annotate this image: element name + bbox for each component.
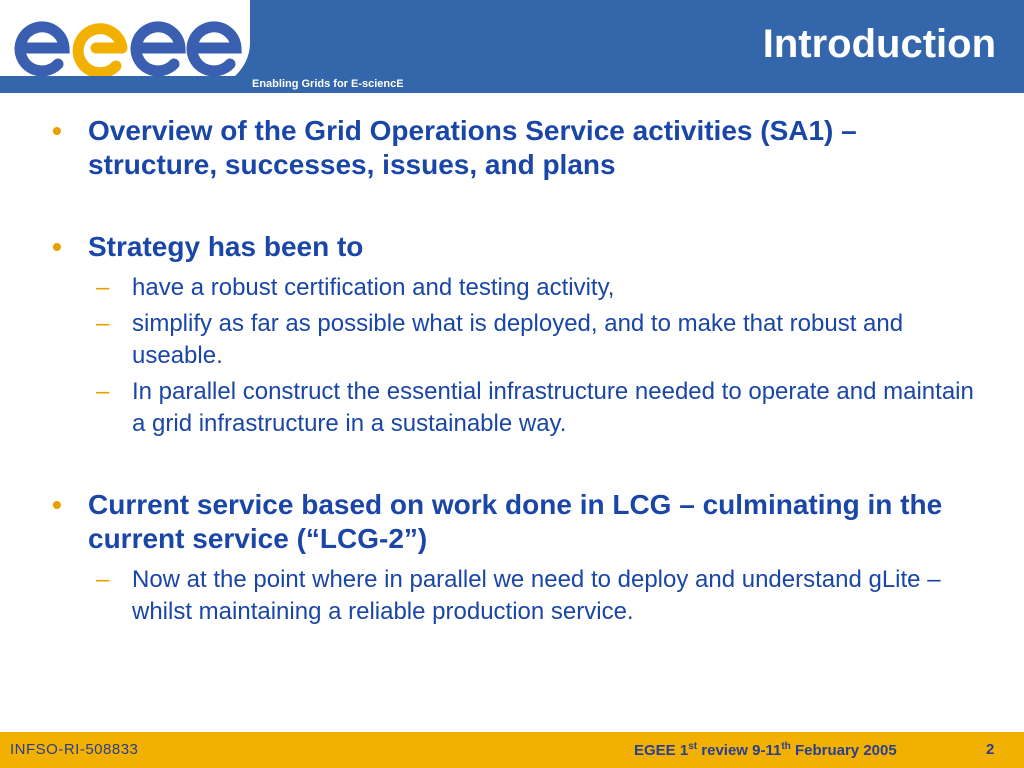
bullet-overview — [44, 114, 984, 182]
dash-mark: – — [96, 310, 110, 337]
sub-bullet — [44, 308, 984, 372]
bullet-mark: • — [52, 489, 62, 520]
sub-bullet-text: Now at the point where in parallel we need to deploy and understand gLite – whilst maintaining a reliable production service. — [132, 566, 941, 625]
sub-bullet — [44, 272, 984, 304]
bullet-mark: • — [52, 231, 62, 262]
event-sup-th: th — [781, 741, 791, 752]
egee-logo — [12, 10, 242, 80]
slide-title: Introduction — [762, 22, 996, 66]
sub-bullet-text: In parallel construct the essential infrastructure needed to operate and maintain a grid infrastructure in a sustainable way. — [132, 378, 974, 437]
project-id: INFSO-RI-508833 — [10, 741, 139, 758]
header-strip — [0, 76, 1024, 93]
dash-mark: – — [96, 566, 110, 593]
tagline: Enabling Grids for E-sciencE — [252, 78, 404, 90]
bullet-strategy — [44, 230, 984, 264]
header-bar — [0, 0, 1024, 93]
sub-bullet — [44, 564, 984, 628]
bullet-mark: • — [52, 115, 62, 146]
logo-text: egee — [12, 10, 15, 11]
bullet-text: Strategy has been to — [88, 231, 364, 262]
sub-bullet-text: simplify as far as possible what is deployed, and to make that robust and useable. — [132, 310, 904, 369]
dash-mark: – — [96, 274, 110, 301]
bullet-current-service — [44, 488, 984, 556]
bullet-text: Overview of the Grid Operations Service activities (SA1) – structure, successes, issues, and plans — [88, 115, 857, 180]
dash-mark: – — [96, 378, 110, 405]
event-suffix: February 2005 — [790, 742, 897, 759]
footer-bar — [0, 732, 1024, 768]
sub-bullet-text: have a robust certification and testing activity, — [132, 274, 615, 301]
event-sup-st: st — [688, 741, 698, 752]
sub-bullet — [44, 376, 984, 440]
event-label — [634, 741, 897, 759]
slide-content — [44, 114, 984, 628]
event-prefix: EGEE 1 — [634, 742, 689, 759]
bullet-text: Current service based on work done in LCG – culminating in the current service (“LCG-2”) — [88, 489, 943, 554]
page-number: 2 — [986, 741, 995, 758]
event-middle: review 9-11 — [697, 742, 782, 759]
